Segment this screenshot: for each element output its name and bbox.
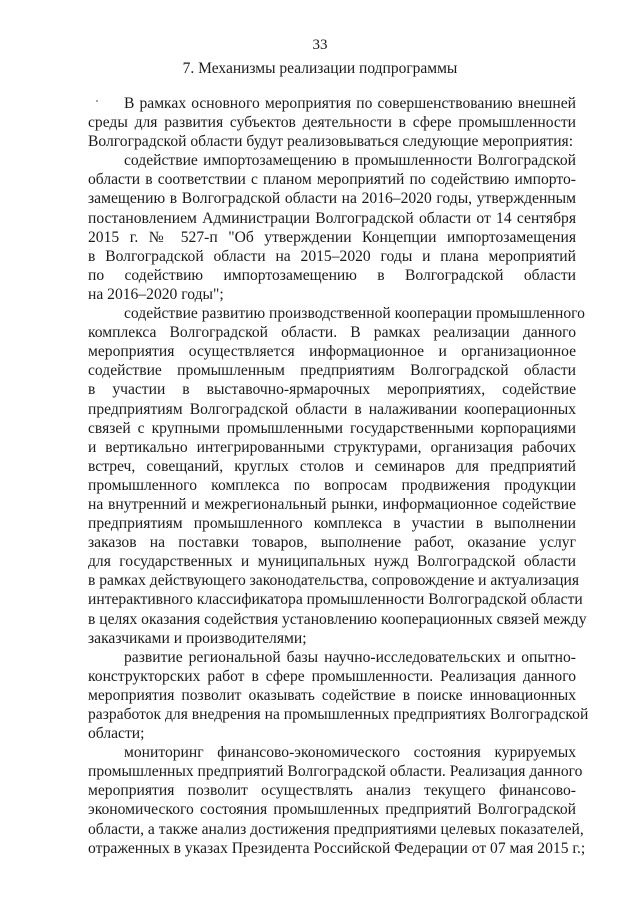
text-line: в целях оказания содействия установлению кооперационных связей между xyxy=(88,610,587,628)
text-line: встреч, совещаний, круглых столов и семинаров для предприятий xyxy=(88,457,576,475)
text-line: интерактивного классификатора промышленности Волгоградской области xyxy=(88,591,583,609)
section-title: 7. Механизмы реализации подпрограммы xyxy=(182,60,458,77)
text-line: экономического состояния промышленных предприятий Волгоградской xyxy=(88,801,576,819)
text-line: в участии в выставочно-ярмарочных мероприятиях, содействие xyxy=(88,381,576,399)
text-line: конструкторских работ в сфере промышленности. Реализация данного xyxy=(88,667,576,685)
paragraph xyxy=(88,648,589,743)
text-line: 2015 г. № 527-п "Об утверждении Концепции импортозамещения xyxy=(88,228,576,246)
text-line: для государственных и муниципальных нужд Волгоградской области xyxy=(88,553,576,571)
text-line: разработок для внедрения на промышленных предприятиях Волгоградской xyxy=(88,706,589,723)
text-line: предприятиям Волгоградской области в налаживании кооперационных xyxy=(88,400,576,418)
text-line: на 2016–2020 годы"; xyxy=(88,285,224,303)
text-line: комплекса Волгоградской области. В рамках реализации данного xyxy=(88,324,576,342)
text-line: В рамках основного мероприятия по совершенствованию внешней xyxy=(124,95,576,112)
paragraph xyxy=(88,94,576,151)
text-line: по содействию импортозамещению в Волгоградской области xyxy=(88,266,576,284)
text-line: промышленных предприятий Волгоградской области. Реализация данного xyxy=(88,763,583,781)
text-line: в Волгоградской области на 2015–2020 годы и плана мероприятий xyxy=(88,247,576,265)
paragraph xyxy=(88,743,586,858)
paragraph xyxy=(88,151,576,304)
text-line: Волгоградской области будут реализовываться следующие мероприятия: xyxy=(88,133,574,151)
text-line: предприятиям промышленного комплекса в участии в выполнении xyxy=(88,515,576,533)
text-line: содействие промышленным предприятиям Волгоградской области xyxy=(88,362,576,380)
text-line: области; xyxy=(88,725,145,743)
text-line: отраженных в указах Президента Российской Федерации от 07 мая 2015 г.; xyxy=(88,839,586,857)
text-line: замещению в Волгоградской области на 2016–2020 годы, утвержденным xyxy=(88,190,576,208)
text-line: промышленного комплекса по вопросам продвижения продукции xyxy=(88,476,576,494)
text-line: содействие развитию производственной кооперации промышленного xyxy=(124,305,585,323)
text-line: мероприятия позволит осуществлять анализ текущего финансово- xyxy=(88,782,576,800)
paragraph xyxy=(88,304,587,648)
text-line: в рамках действующего законодательства, сопровождение и актуализация xyxy=(88,572,580,590)
text-line: связей с крупными промышленными государственными корпорациями xyxy=(88,419,576,437)
text-line: содействие импортозамещению в промышленности Волгоградской xyxy=(124,152,576,170)
text-line: постановлением Администрации Волгоградской области от 14 сентября xyxy=(88,209,576,227)
text-line: среды для развития субъектов деятельности в сфере промышленности xyxy=(88,114,576,132)
text-line: мониторинг финансово-экономического состояния курируемых xyxy=(124,744,576,762)
text-line: на внутренний и межрегиональный рынки, информационное содействие xyxy=(88,495,576,513)
text-line: развитие региональной базы научно-исследовательских и опытно- xyxy=(124,648,576,666)
text-line: мероприятия позволит оказывать содействие в поиске инновационных xyxy=(88,686,576,704)
text-line: области в соответствии с планом мероприятий по содействию импорто- xyxy=(88,171,576,189)
text-line: мероприятия осуществляется информационное и организационное xyxy=(88,343,576,361)
text-line: заказчиками и производителями; xyxy=(88,629,307,647)
text-line: и вертикально интегрированными структурами, организация рабочих xyxy=(88,438,576,456)
text-line: области, а также анализ достижения предприятиями целевых показателей, xyxy=(88,820,584,838)
text-line: заказов на поставки товаров, выполнение работ, оказание услуг xyxy=(88,534,576,552)
page-number: 33 xyxy=(312,37,328,53)
body-text xyxy=(88,94,589,858)
